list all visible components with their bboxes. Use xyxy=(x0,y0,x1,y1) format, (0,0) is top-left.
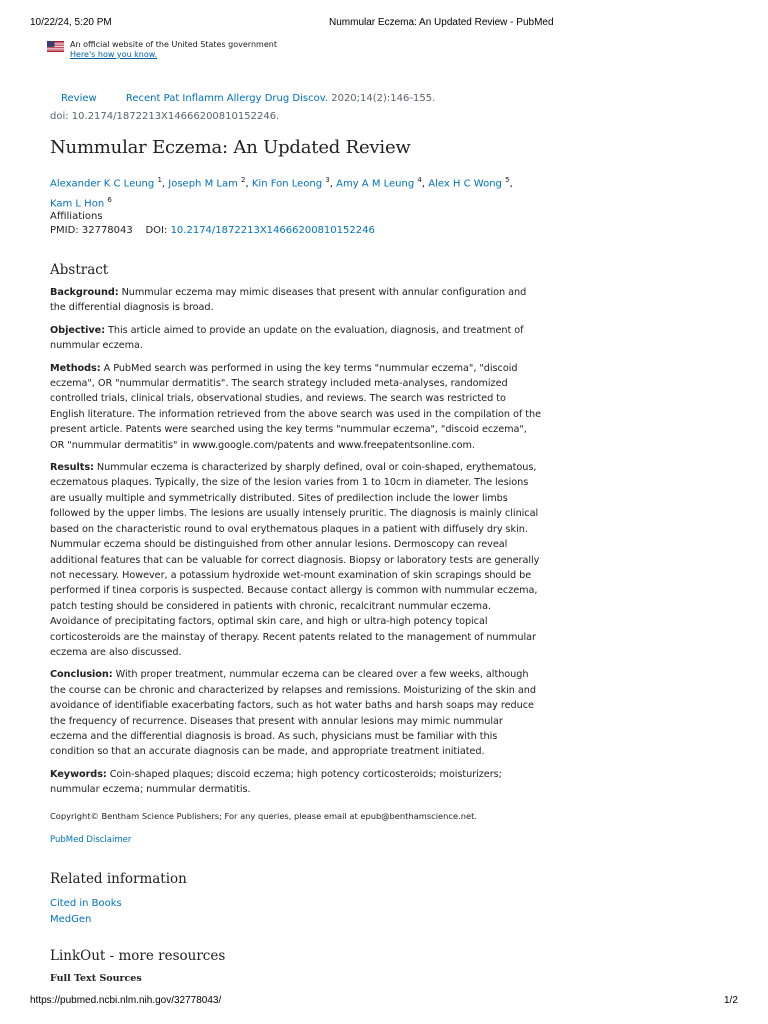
doi-link[interactable]: 10.2174/1872213X14666200810152246 xyxy=(170,225,375,236)
author-affiliation-number[interactable]: 4 xyxy=(417,176,422,184)
medgen-link[interactable]: MedGen xyxy=(50,914,92,925)
cited-in-books-link[interactable]: Cited in Books xyxy=(50,898,122,909)
related-information-heading: Related information xyxy=(50,871,187,887)
page-title: Nummular Eczema: An Updated Review xyxy=(50,137,411,158)
publication-line xyxy=(61,93,435,104)
abstract-keywords: Keywords: Coin-shaped plaques; discoid eczema; high potency corticosteroids; moisturizers; nummular eczema; nummular dermatitis. xyxy=(50,768,502,796)
publication-type[interactable]: Review xyxy=(61,93,97,104)
print-page-title: Nummular Eczema: An Updated Review - PubMed xyxy=(329,17,554,28)
related-links xyxy=(50,896,122,928)
doi-line: doi: 10.2174/1872213X14666200810152246. xyxy=(50,111,280,122)
linkout-heading: LinkOut - more resources xyxy=(50,948,226,964)
journal-link[interactable]: Recent Pat Inflamm Allergy Drug Discov. xyxy=(125,93,329,104)
print-page-number: 1/2 xyxy=(724,995,738,1006)
pubmed-disclaimer-link[interactable]: PubMed Disclaimer xyxy=(50,835,132,845)
author-affiliation-number[interactable]: 3 xyxy=(325,176,330,184)
print-datetime: 10/22/24, 5:20 PM xyxy=(30,17,112,28)
full-text-sources-heading: Full Text Sources xyxy=(50,973,142,984)
article-identifiers xyxy=(50,225,375,236)
pmid: PMID: 32778043 xyxy=(50,225,133,236)
abstract-conclusion: Conclusion: With proper treatment, nummular eczema can be cleared over a few weeks, although the course can be chronic and characterized by relapses and remissions. Moisturizing of the skin and avoidance of identifiable exacerbating factors, such as hot water baths and harsh soaps may reduce the frequency of recurrence. Diseases that present with annular lesions may mimic nummular eczema and the differential diagnosis is broad. As such, physicians must be familiar with this condition so that an accurate diagnosis can be made, and appropriate treatment initiated. xyxy=(50,669,536,758)
author-link[interactable]: Kin Fon Leong xyxy=(251,178,323,190)
abstract-objective: Objective: This article aimed to provide an update on the evaluation, diagnosis, and treatment of nummular eczema. xyxy=(50,324,524,352)
author-link[interactable]: Joseph M Lam xyxy=(168,178,238,190)
author-affiliation-number[interactable]: 2 xyxy=(241,176,246,184)
abstract-methods: Methods: A PubMed search was performed in using the key terms "nummular eczema", "discoid eczema", OR "nummular dermatitis". The search strategy included meta-analyses, randomized controlled trials, clinical trials, observational studies, and reviews. The search was restricted to English literature. The information retrieved from the above search was used in the compilation of the present article. Patents were searched using the key terms "nummular eczema", "discoid eczema", OR "nummular dermatitis" in www.google.com/patents and www.freepatentsonline.com. xyxy=(50,362,542,451)
gov-banner-text: An official website of the United States government xyxy=(70,40,277,49)
author-affiliation-number[interactable]: 6 xyxy=(107,196,112,205)
abstract-body xyxy=(50,285,542,805)
author-affiliation-number[interactable]: 5 xyxy=(505,176,510,184)
us-flag-icon xyxy=(47,41,64,52)
copyright-notice: Copyright© Bentham Science Publishers; For any queries, please email at epub@benthamscience.net. xyxy=(50,811,477,821)
abstract-results: Results: Nummular eczema is characterized by sharply defined, oval or coin-shaped, erythematous, eczematous plaques. Typically, the size of the lesion varies from 1 to 10cm in diameter. The lesions are usually multiple and symmetrically distributed. Sites of predilection include the lower limbs followed by the upper limbs. The lesions are usually intensely pruritic. The diagnosis is mainly clinical based on the characteristic round to oval erythematous plaques in a patient with diffusely dry skin. Nummular eczema should be distinguished from other annular lesions. Dermoscopy can reveal additional features that can be valuable for correct diagnosis. Biopsy or laboratory tests are generally not necessary. However, a potassium hydroxide wet-mount examination of skin scrapings should be performed if tinea corporis is suspected. Because contact allergy is common with nummular eczema, patch testing should be considered in patients with chronic, recalcitrant nummular eczema. Avoidance of precipitating factors, optimal skin care, and high or ultra-high potency topical corticosteroids are the mainstay of therapy. Recent patents related to the management of nummular eczema are also discussed. xyxy=(50,462,540,658)
abstract-heading: Abstract xyxy=(50,262,109,278)
author-link[interactable]: Kam L Hon xyxy=(50,198,105,210)
author-link[interactable]: Alexander K C Leung xyxy=(50,178,155,190)
author-link[interactable]: Amy A M Leung xyxy=(336,178,415,190)
doi-label: DOI: xyxy=(145,225,168,236)
print-url: https://pubmed.ncbi.nlm.nih.gov/32778043/ xyxy=(30,995,222,1006)
author-affiliation-number[interactable]: 1 xyxy=(157,176,162,184)
abstract-background: Background: Nummular eczema may mimic diseases that present with annular configuration and the differential diagnosis is broad. xyxy=(50,287,527,314)
authors-list: Alexander K C Leung $^1$, Joseph M Lam $^2$, Kin Fon Leong $^3$, Amy A M Leung $^4$, Alex H C Wong $^5$, Kam L Hon $^6$ xyxy=(50,176,513,210)
author-link[interactable]: Alex H C Wong xyxy=(428,178,502,190)
citation-details: 2020;14(2):146-155. xyxy=(331,93,436,104)
gov-how-you-know-link[interactable]: Here's how you know. xyxy=(70,50,158,59)
affiliations-toggle[interactable]: Affiliations xyxy=(50,211,103,222)
